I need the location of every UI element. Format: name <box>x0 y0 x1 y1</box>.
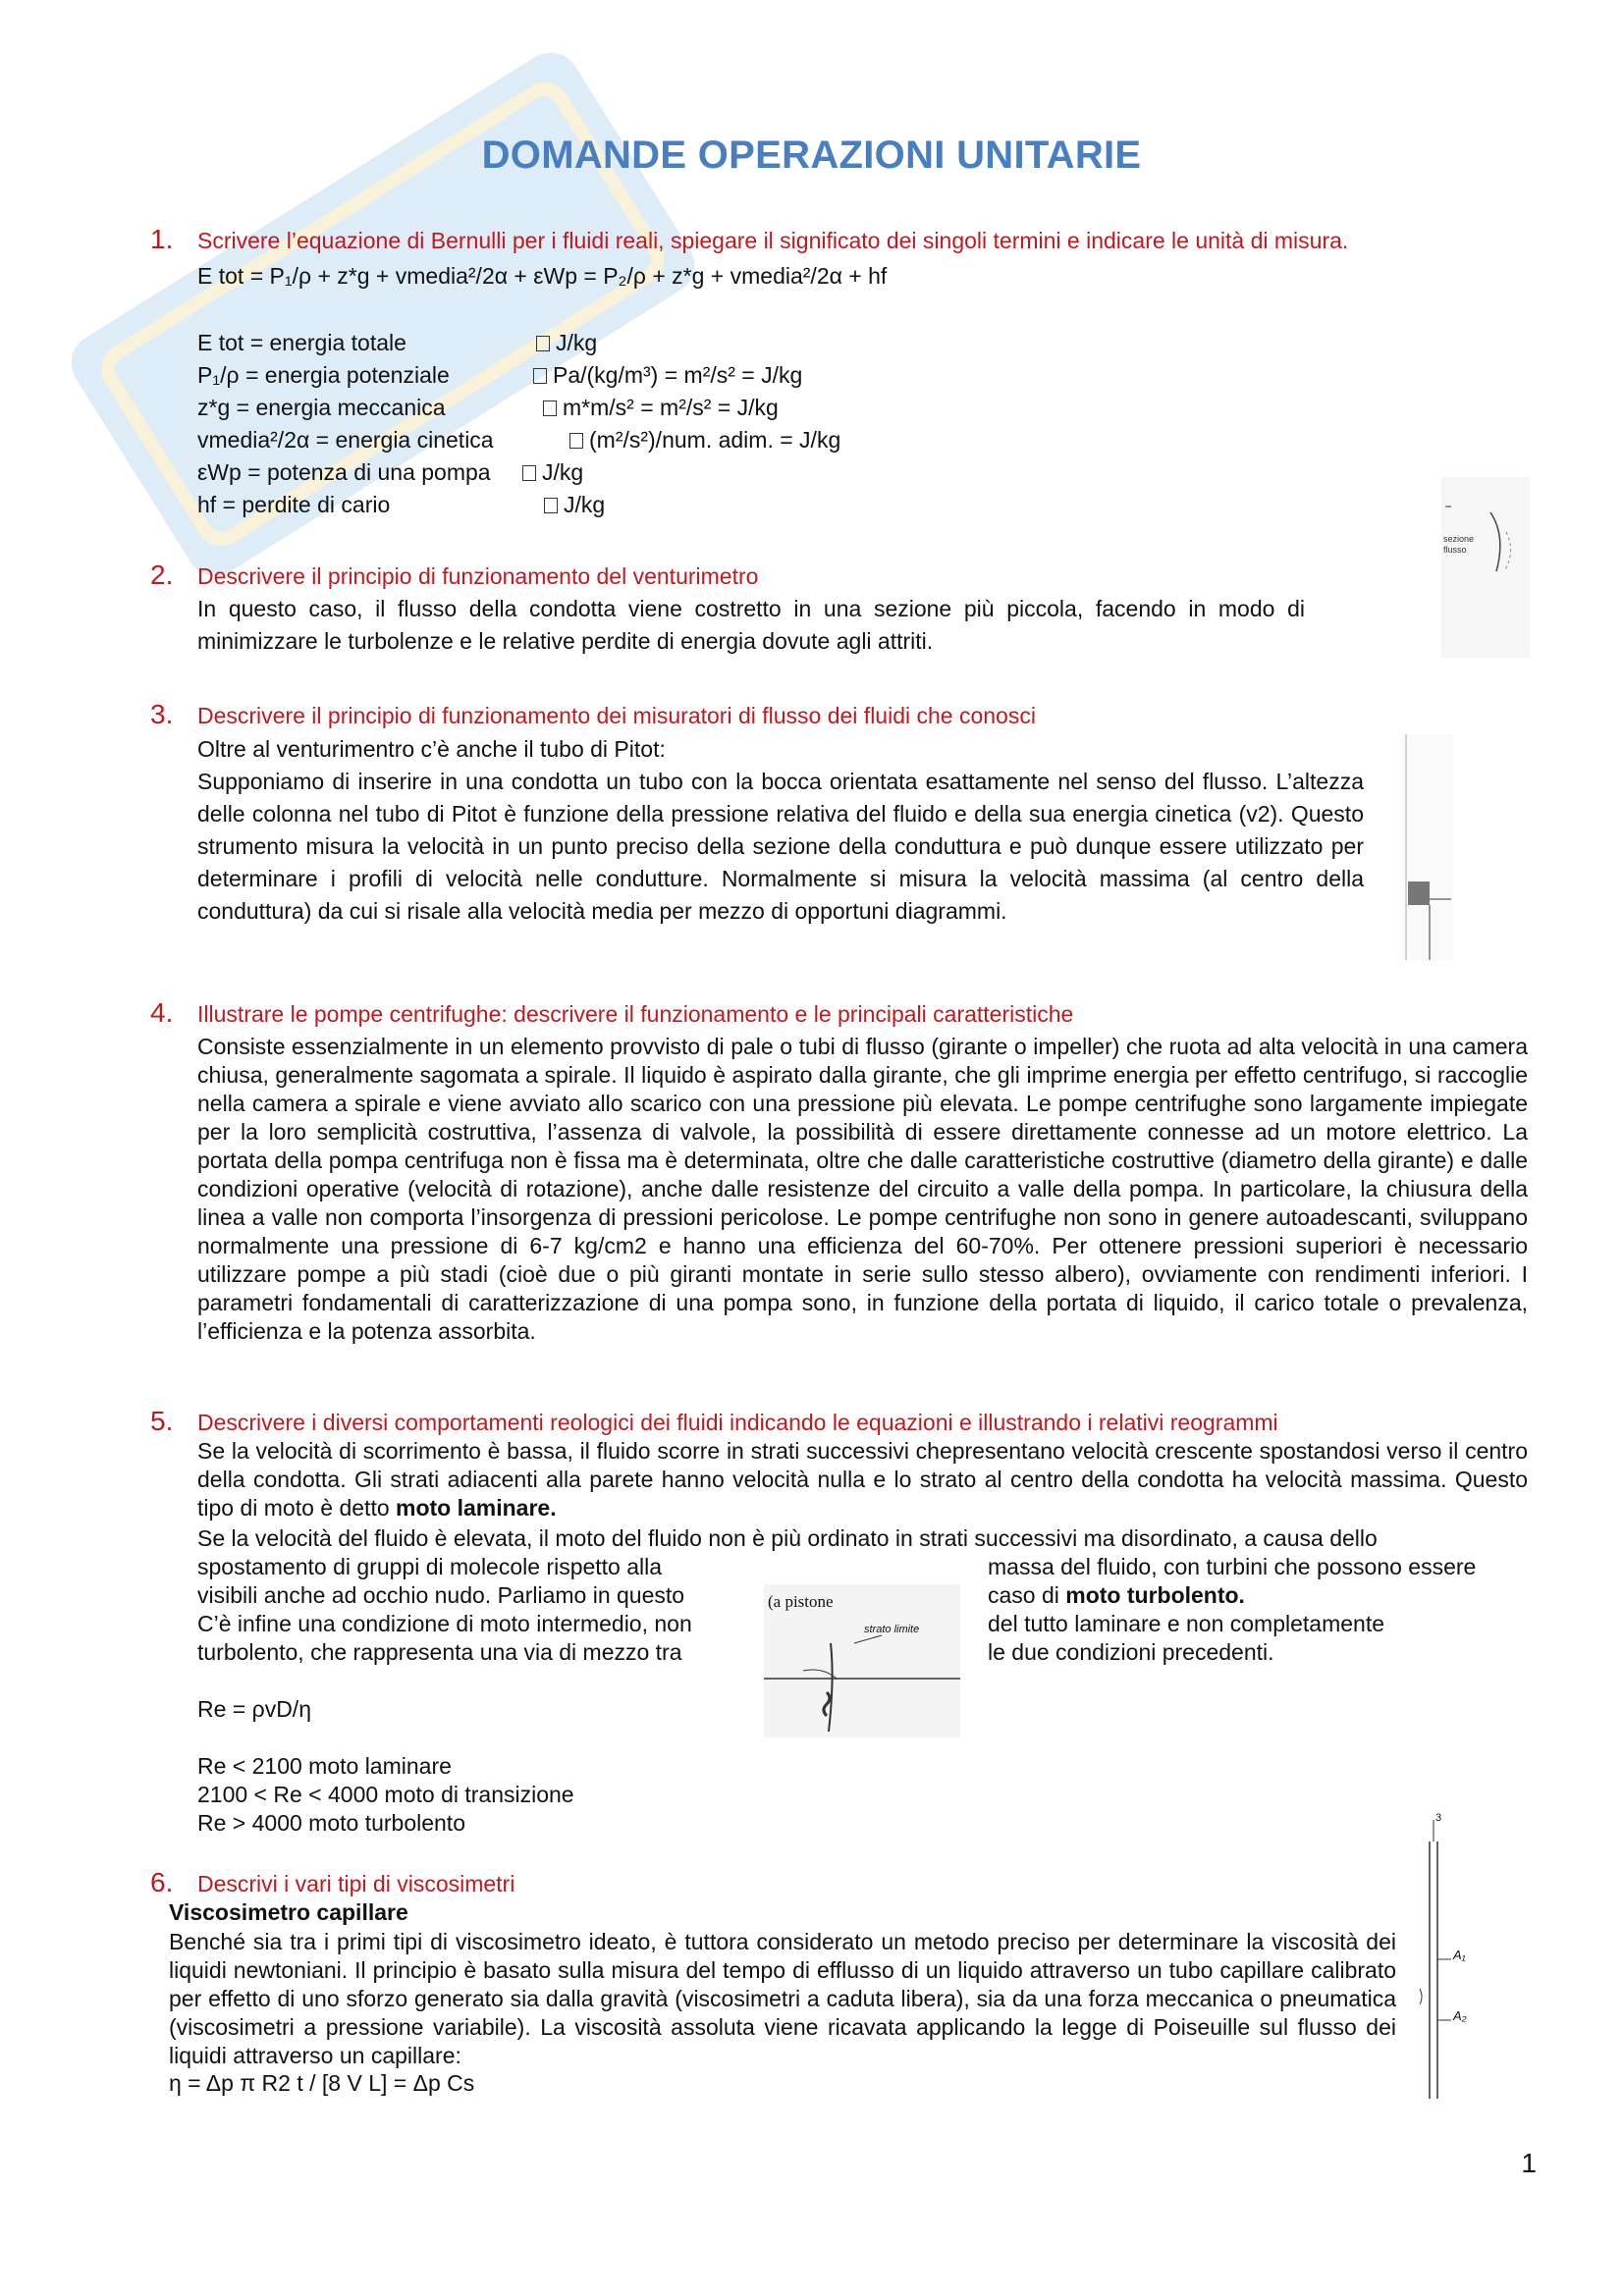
term-unit: m*m/s² = m²/s² = J/kg <box>543 395 779 421</box>
figure-mark-a2: A₂ <box>1453 2008 1467 2023</box>
question-6-number: 6. <box>150 1867 174 1897</box>
term-row: hf = perdite di cario <box>197 492 391 517</box>
term-row: vmedia²/2α = energia cinetica <box>197 427 494 453</box>
answer-2: In questo caso, il flusso della condotta viene costretto in una sezione più piccola, facendo in modo di minimizzare le turbolenze e le relative perdite di energia dovute agli attriti. <box>197 596 1305 654</box>
reynolds-range: Re > 4000 moto turbolento <box>197 1810 465 1836</box>
figure-mark-3: 3 <box>1435 1812 1442 1824</box>
question-1-number: 1. <box>150 224 174 254</box>
answer-5-turbulent-line: Se la velocità del fluido è elevata, il moto del fluido non è più ordinato in strati successivi ma disordinato, a causa dello <box>197 1525 1378 1551</box>
capillary-viscometer-figure <box>1412 1812 1483 2103</box>
reynolds-range: 2100 < Re < 4000 moto di transizione <box>197 1782 574 1807</box>
arrow-icon <box>543 400 557 416</box>
arrow-icon <box>536 336 550 351</box>
term-row: εWp = potenza di una pompa <box>197 459 491 485</box>
left-column-line: C’è infine una condizione di moto intermedio, non <box>197 1611 692 1636</box>
question-4-text: Illustrare le pompe centrifughe: descrivere il funzionamento e le principali caratteristiche <box>197 1001 1074 1027</box>
left-column-line: spostamento di gruppi di molecole rispetto alla <box>197 1554 663 1579</box>
answer-3: Supponiamo di inserire in una condotta un tubo con la bocca orientata esattamente nel senso del flusso. L’altezza delle colonna nel tubo di Pitot è funzione della pressione relativa del fluido e della sua energia cinetica (v2). Questo strumento misura la velocità in un punto preciso della sezione della conduttura e può dunque essere utilizzato per determinare i profili di velocità nelle condutture. Normalmente si misura la velocità massima (al centro della conduttura) da cui si risale alla velocità media per mezzo di opportuni diagrammi. <box>197 769 1364 924</box>
right-column-line: massa del fluido, con turbini che possono essere <box>988 1554 1477 1579</box>
figure-mark-a1: A₁ <box>1453 1948 1466 1962</box>
question-3-number: 3. <box>150 699 174 729</box>
bernoulli-equation: E tot = P₁/ρ + z*g + vmedia²/2α + εWp = P₂/ρ + z*g + vmedia²/2α + hf <box>197 263 888 289</box>
reynolds-range: Re < 2100 moto laminare <box>197 1753 452 1779</box>
term-row: z*g = energia meccanica <box>197 395 446 420</box>
question-4-number: 4. <box>150 997 174 1028</box>
term-unit: J/kg <box>544 492 605 518</box>
question-3-text: Descrivere il principio di funzionamento dei misuratori di flusso dei fluidi che conosci <box>197 703 1036 728</box>
term-unit: Pa/(kg/m³) = m²/s² = J/kg <box>533 362 802 389</box>
page-number: 1 <box>1521 2148 1537 2178</box>
page-title: DOMANDE OPERAZIONI UNITARIE <box>481 133 1142 177</box>
answer-6: Benché sia tra i primi tipi di viscosimetro ideato, è tuttora considerato un metodo preciso per determinare la viscosità dei liquidi newtoniani. Il principio è basato sulla misura del tempo di efflusso di un liquido attraverso un tubo capillare calibrato per effetto di uno sforzo generato sia dalla gravità (viscosimetri a caduta libera), sia da una forza meccanica o pneumatica (viscosimetri a pressione variabile). La viscosità assoluta viene ricavata applicando la legge di Poiseuille sul flusso dei liquidi attraverso un capillare: <box>169 1929 1396 2068</box>
left-column-line: turbolento, che rappresenta una via di mezzo tra <box>197 1639 682 1665</box>
term-unit: J/kg <box>536 330 597 356</box>
term-unit: J/kg <box>522 459 583 486</box>
moto-turbolento-bold: moto turbolento. <box>1065 1582 1245 1608</box>
poiseuille-formula: η = Δp π R2 t / [8 V L] = Δp Cs <box>169 2070 475 2096</box>
arrow-icon <box>522 465 536 481</box>
venturi-figure-label: sezione flusso <box>1443 534 1475 555</box>
boundary-layer-figure <box>764 1584 960 1737</box>
reynolds-formula: Re = ρvD/η <box>197 1696 311 1722</box>
question-5-number: 5. <box>150 1406 174 1436</box>
answer-4: Consiste essenzialmente in un elemento provvisto di pale o tubi di flusso (girante o impeller) che ruota ad alta velocità in una camera chiusa, generalmente sagomata a spirale. Il liquido è aspirato dalla girante, che gli imprime energia per effetto centrifugo, si raccoglie nella camera a spirale e viene avviato allo scarico con una pressione più elevata. Le pompe centrifughe sono largamente impiegate per la loro semplicità costruttiva, l’assenza di valvole, la possibilità di essere direttamente connesse ad un motore elettrico. La portata della pompa centrifuga non è fissa ma è determinata, oltre che dalle caratteristiche costruttive (diametro della girante) e dalle condizioni operative (velocità di rotazione), anche dalle resistenze del circuito a valle della pompa. In particolare, la chiusura della linea a valle non comporta l’insorgenza di pressioni pericolose. Le pompe centrifughe non sono in genere autoadescanti, sviluppano normalmente una pressione di 6-7 kg/cm2 e hanno una efficienza del 60-70%. Per ottenere pressioni superiori è necessario utilizzare pompe a più stadi (cioè due o più giranti montate in serie sullo stesso albero), ovviamente con rendimenti inferiori. I parametri fondamentali di caratterizzazione di una pompa sono, in funzione della portata di liquido, il carico totale o prevalenza, l’efficienza e la potenza assorbita. <box>197 1034 1528 1344</box>
right-column-line: del tutto laminare e non completamente <box>988 1611 1385 1636</box>
figure-label-strato: strato limite <box>864 1624 920 1635</box>
arrow-icon <box>544 498 558 513</box>
venturi-figure <box>1441 477 1530 658</box>
viscometer-subtitle: Viscosimetro capillare <box>169 1899 408 1925</box>
question-5-text: Descrivere i diversi comportamenti reologici dei fluidi indicando le equazioni e illustrando i relativi reogrammi <box>197 1410 1278 1435</box>
answer-5-laminar: Se la velocità di scorrimento è bassa, il fluido scorre in strati successivi chepresentano velocità crescente spostandosi verso il centro della condotta. Gli strati adiacenti alla parete hanno velocità nulla e lo strato al centro della condotta ha velocità massima. Questo tipo di moto è detto moto laminare. <box>197 1438 1528 1521</box>
arrow-icon <box>533 368 547 384</box>
moto-laminare-bold: moto laminare. <box>396 1495 557 1521</box>
left-column-line: visibili anche ad occhio nudo. Parliamo in questo <box>197 1582 685 1608</box>
right-column-line: caso di moto turbolento. <box>988 1582 1245 1608</box>
pitot-figure <box>1402 734 1453 960</box>
answer-3-intro: Oltre al venturimentro c’è anche il tubo di Pitot: <box>197 736 666 762</box>
question-1-text: Scrivere l’equazione di Bernulli per i fluidi reali, spiegare il significato dei singoli termini e indicare le unità di misura. <box>197 228 1349 253</box>
question-2-number: 2. <box>150 560 174 590</box>
figure-label-pistone: (a pistone <box>768 1592 834 1611</box>
right-column-line: le due condizioni precedenti. <box>988 1639 1274 1665</box>
term-row: P₁/ρ = energia potenziale <box>197 362 450 388</box>
question-2-text: Descrivere il principio di funzionamento del venturimetro <box>197 563 759 589</box>
arrow-icon <box>569 433 583 449</box>
term-row: E tot = energia totale <box>197 330 406 355</box>
term-unit: (m²/s²)/num. adim. = J/kg <box>569 427 840 454</box>
question-6-text: Descrivi i vari tipi di viscosimetri <box>197 1871 515 1896</box>
